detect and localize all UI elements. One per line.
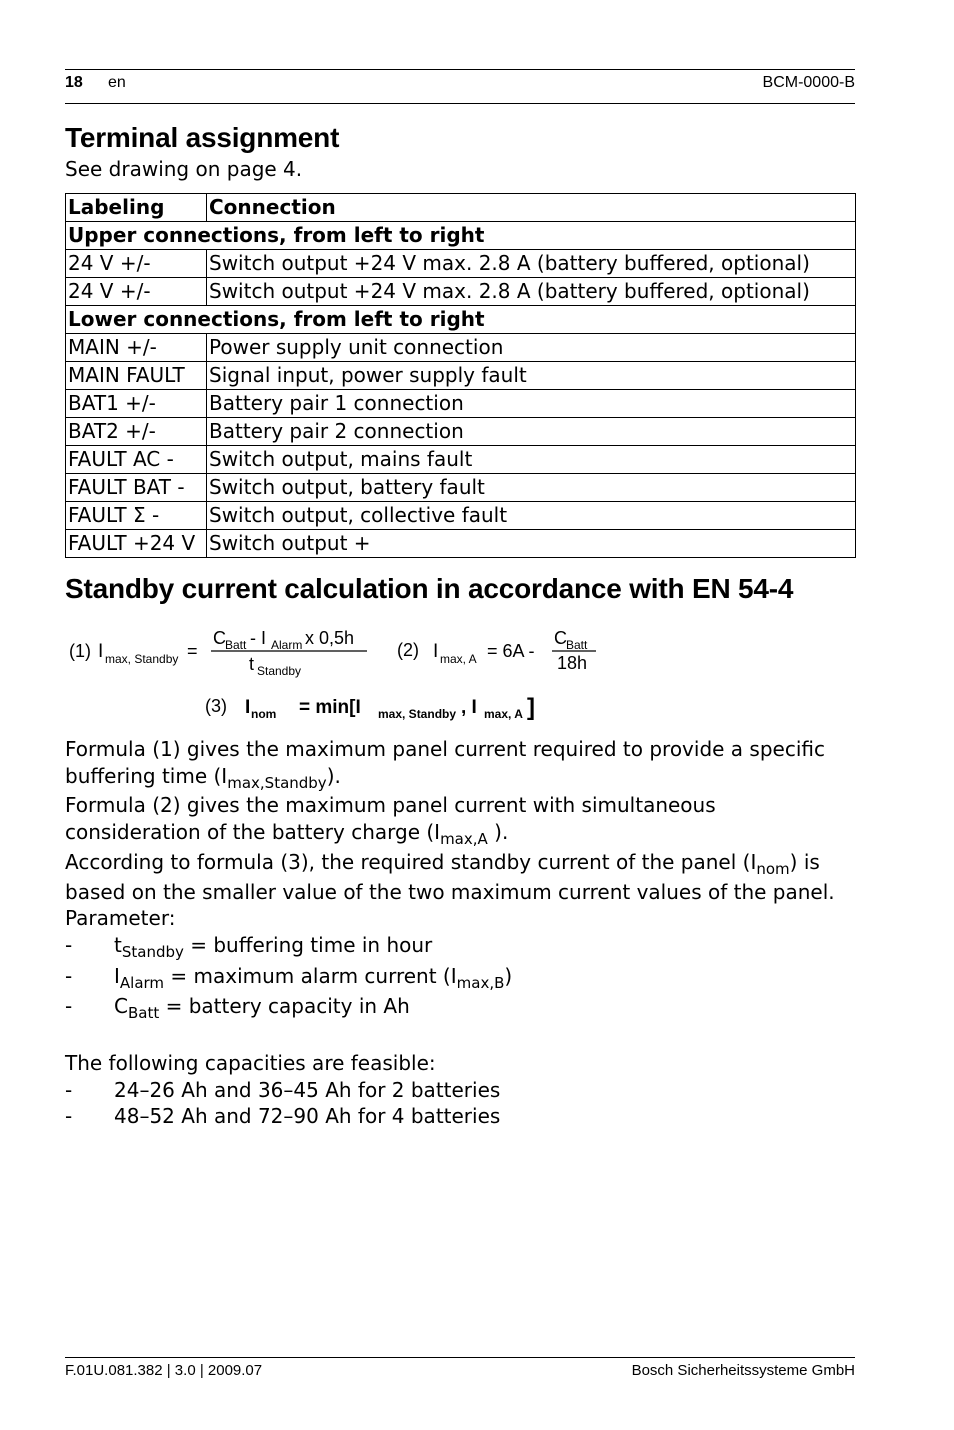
formula-3-sub2: max, A	[484, 707, 523, 721]
formula-3-end: ]	[527, 694, 535, 721]
formula-image	[65, 620, 625, 730]
group-lower-label: Lower connections, from left to right	[66, 306, 856, 334]
cell-labeling: FAULT AC -	[66, 446, 207, 474]
formula-2-numerator: C	[554, 628, 567, 648]
formula-1-equals: =	[187, 641, 198, 661]
formula-1-numerator-sub1: Batt	[225, 638, 247, 652]
document-id: BCM-0000-B	[762, 74, 855, 91]
cell-connection: Battery pair 2 connection	[207, 418, 856, 446]
table-row	[66, 250, 856, 278]
paragraph-3-line-2: based on the smaller value of the two maximum current values of the panel.	[65, 880, 835, 904]
formula-2-denominator: 18h	[557, 653, 588, 673]
paragraph-1-line-1: Formula (1) gives the maximum panel current required to provide a specific	[65, 737, 825, 761]
cell-connection: Switch output +24 V max. 2.8 A (battery buffered, optional)	[207, 278, 856, 306]
formula-1-number: (1)	[69, 641, 91, 661]
cell-labeling: 24 V +/-	[66, 278, 207, 306]
formula-3-number: (3)	[205, 696, 227, 716]
formula-2-number: (2)	[397, 640, 419, 660]
table-row	[66, 390, 856, 418]
page-number: 18	[65, 74, 83, 91]
footer-doc-info: F.01U.081.382 | 3.0 | 2009.07	[65, 1362, 263, 1379]
formula-3-comma: , I	[461, 697, 477, 718]
paragraph-3-line-1: According to formula (3), the required standby current of the panel $(I_{nom})$ is	[65, 850, 820, 878]
table-group-row	[66, 306, 856, 334]
table-row	[66, 474, 856, 502]
cell-connection: Switch output, collective fault	[207, 502, 856, 530]
cell-connection: Battery pair 1 connection	[207, 390, 856, 418]
formula-1-numerator-end: x 0,5h	[305, 628, 355, 648]
table-row	[66, 502, 856, 530]
column-header-labeling: Labeling	[66, 194, 207, 222]
footer-company: Bosch Sicherheitssysteme GmbH	[631, 1362, 855, 1379]
section-title-terminal: Terminal assignment	[65, 122, 340, 153]
formula-2-rhs: = 6A -	[487, 641, 535, 661]
formula-3-rhs: = min[I	[299, 697, 361, 718]
formula-1-denominator-sub: Standby	[257, 664, 302, 678]
formula-1-numerator-mid: - I	[250, 628, 266, 648]
table-row	[66, 278, 856, 306]
page-footer	[65, 1357, 855, 1379]
parameter-label: Parameter:	[65, 906, 176, 930]
cell-labeling: FAULT Σ -	[66, 502, 207, 530]
terminal-table	[65, 193, 856, 558]
cell-labeling: MAIN FAULT	[66, 362, 207, 390]
cell-connection: Switch output +	[207, 530, 856, 558]
page-header	[65, 69, 855, 104]
table-row	[66, 362, 856, 390]
cell-connection: Switch output, battery fault	[207, 474, 856, 502]
table-row	[66, 530, 856, 558]
formula-2-numerator-sub: Batt	[566, 638, 588, 652]
section-title-standby: Standby current calculation in accordance with EN 54-4	[65, 573, 794, 604]
language-code: en	[108, 74, 126, 91]
cell-connection: Switch output, mains fault	[207, 446, 856, 474]
cell-connection: Signal input, power supply fault	[207, 362, 856, 390]
formula-1-numerator-c: C	[213, 628, 226, 648]
column-header-connection: Connection	[207, 194, 856, 222]
formula-3-sub1: max, Standby	[378, 707, 457, 721]
formula-3-lhs: I	[245, 697, 251, 718]
paragraph-2-line-2: consideration of the battery charge ($I_{max,A}$ ).	[65, 820, 509, 848]
capacities-label: The following capacities are feasible:	[65, 1051, 436, 1075]
cell-labeling: MAIN +/-	[66, 334, 207, 362]
formula-3-lhs-sub: nom	[251, 707, 277, 721]
formula-2-lhs-sub: max, A	[440, 652, 477, 666]
cell-labeling: 24 V +/-	[66, 250, 207, 278]
formula-1-lhs-sub: max, Standby	[105, 652, 179, 666]
paragraph-1-line-2: buffering time $(I_{max,Standby})$.	[65, 764, 341, 792]
paragraph-2-line-1: Formula (2) gives the maximum panel current with simultaneous	[65, 793, 716, 817]
table-group-row	[66, 222, 856, 250]
group-upper-label: Upper connections, from left to right	[66, 222, 856, 250]
cell-labeling: BAT1 +/-	[66, 390, 207, 418]
formula-2-lhs: I	[433, 641, 439, 662]
cell-connection: Power supply unit connection	[207, 334, 856, 362]
cell-labeling: FAULT BAT -	[66, 474, 207, 502]
formula-1-numerator-sub2: Alarm	[271, 638, 303, 652]
cell-connection: Switch output +24 V max. 2.8 A (battery buffered, optional)	[207, 250, 856, 278]
formula-1-denominator: t	[249, 654, 255, 674]
table-row	[66, 418, 856, 446]
table-row	[66, 334, 856, 362]
formula-1-lhs: I	[98, 641, 104, 662]
cell-labeling: BAT2 +/-	[66, 418, 207, 446]
cell-labeling: FAULT +24 V	[66, 530, 207, 558]
drawing-reference: See drawing on page 4.	[65, 157, 303, 181]
table-row	[66, 446, 856, 474]
table-header-row	[66, 194, 856, 222]
